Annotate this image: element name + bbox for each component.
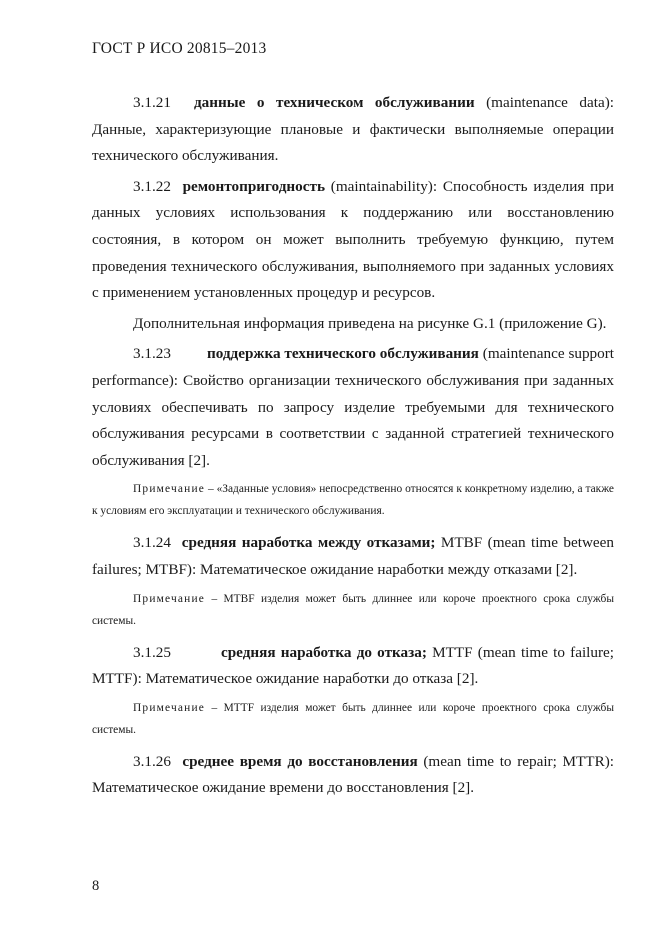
entry-definition: (maintenance support performance): Свойство организации технического обслуживания при заданных условиях обеспечивать по запросу изделие требуемыми для технического обслуживания ресурсами в соответствии с заданной стратегией технического обслуживания [2]. bbox=[92, 345, 615, 469]
entry-term: среднее время до восстановления bbox=[182, 752, 418, 770]
note-label: Примечание bbox=[133, 483, 206, 496]
entry-term: данные о техническом обслуживании bbox=[194, 94, 475, 111]
entry-number: 3.1.24 bbox=[133, 534, 171, 552]
term-entry-3-1-22 bbox=[92, 174, 614, 307]
note-text: – «Заданные условия» непосредственно относятся к конкретному изделию, а также к условиям его эксплуатации и технического обслуживания. bbox=[92, 483, 614, 518]
note-3-1-25 bbox=[92, 697, 614, 741]
entry-term: поддержка технического обслуживания bbox=[206, 345, 479, 363]
paragraph-text: Дополнительная информация приведена на рисунке G.1 (приложение G). bbox=[133, 314, 607, 332]
note-text: – MTBF изделия может быть длиннее или короче проектного срока службы системы. bbox=[92, 592, 614, 627]
entry-number: 3.1.26 bbox=[133, 752, 171, 770]
term-entry-3-1-21 bbox=[92, 90, 614, 170]
entry-term: средняя наработка до отказа; bbox=[220, 643, 427, 661]
entry-number: 3.1.22 bbox=[133, 177, 171, 195]
entry-definition: (maintainability): Способность изделия при данных условиях использования к поддержанию или восстановлению состояния, в котором он может выполнить требуемую функцию, путем проведения технического обслуживания, выполняемого при заданных условиях с применением установленных процедур и ресурсов. bbox=[92, 177, 615, 302]
note-label: Примечание bbox=[133, 592, 206, 605]
document-body bbox=[92, 90, 614, 806]
entry-definition: MTBF (mean time between failures; MTBF): Математическое ожидание наработки между отказами [2]. bbox=[92, 534, 614, 578]
additional-info-paragraph bbox=[92, 311, 614, 338]
page-number: 8 bbox=[92, 878, 100, 894]
term-entry-3-1-23 bbox=[92, 341, 614, 474]
entry-definition: MTTF (mean time to failure; MTTF): Математическое ожидание наработки до отказа [2]. bbox=[92, 643, 615, 688]
document-header: ГОСТ Р ИСО 20815–2013 bbox=[92, 40, 267, 57]
term-entry-3-1-26 bbox=[92, 749, 614, 802]
entry-number: 3.1.25 bbox=[133, 643, 171, 661]
term-entry-3-1-25 bbox=[92, 640, 614, 693]
entry-number: 3.1.21 bbox=[133, 94, 171, 111]
entry-definition: (mean time to repair; MTTR): Математическое ожидание времени до восстановления [2]. bbox=[92, 752, 614, 797]
note-text: – MTTF изделия может быть длиннее или короче проектного срока службы системы. bbox=[92, 701, 614, 736]
term-entry-3-1-24 bbox=[92, 530, 614, 583]
note-3-1-23 bbox=[92, 478, 614, 522]
entry-term: ремонтопригодность bbox=[182, 177, 325, 195]
entry-definition: (maintenance data): Данные, характеризующие плановые и фактически выполняемые операции технического обслуживания. bbox=[92, 94, 614, 165]
note-3-1-24 bbox=[92, 588, 614, 632]
entry-term: средняя наработка между отказами; bbox=[181, 534, 436, 552]
note-label: Примечание bbox=[133, 701, 206, 714]
entry-number: 3.1.23 bbox=[133, 345, 171, 363]
